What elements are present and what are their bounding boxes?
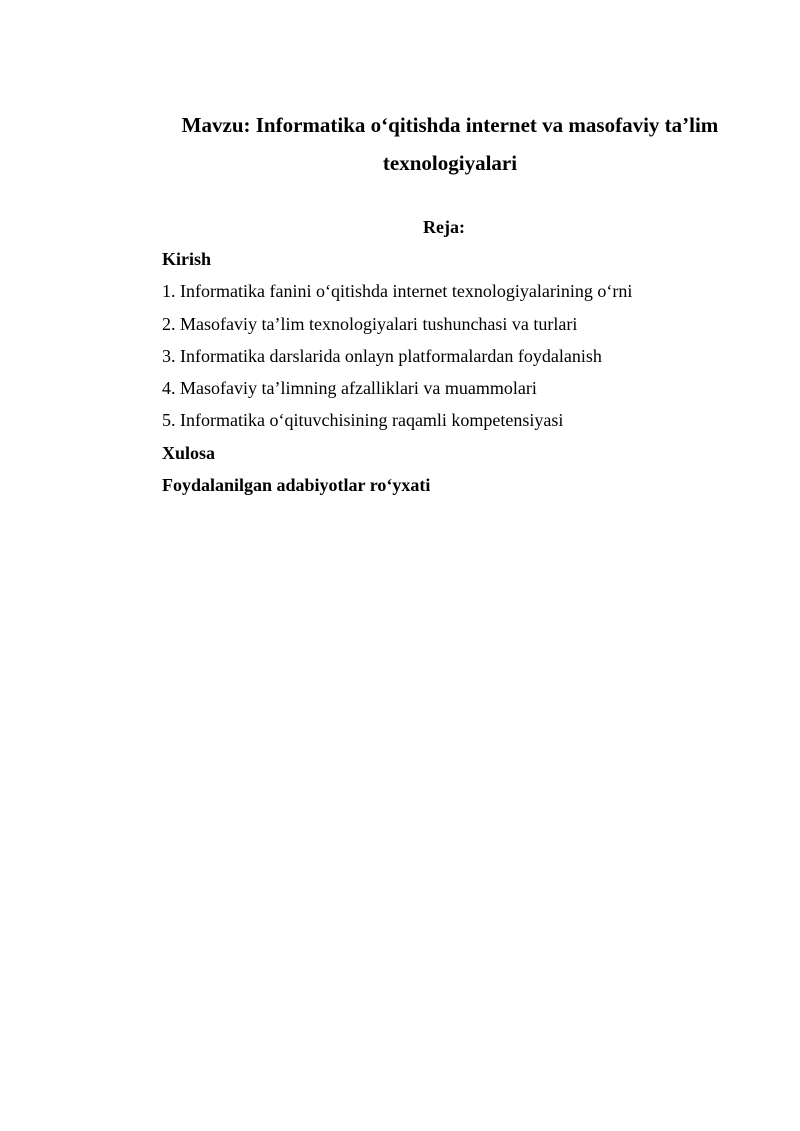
plan-item-references: Foydalanilgan adabiyotlar ro‘yxati (162, 475, 431, 496)
plan-item-2: 2. Masofaviy ta’lim texnologiyalari tushunchasi va turlari (162, 313, 578, 334)
document-title (160, 106, 740, 182)
plan-item-1: 1. Informatika fanini o‘qitishda internet texnologiyalarining o‘rni (162, 281, 633, 302)
plan-item-5: 5. Informatika o‘qituvchisining raqamli kompetensiyasi (162, 410, 564, 431)
plan-item-conclusion: Xulosa (162, 442, 216, 463)
plan-item-3: 3. Informatika darslarida onlayn platformalardan foydalanish (162, 345, 602, 366)
plan-list (162, 245, 742, 503)
plan-item-4: 4. Masofaviy ta’limning afzalliklari va muammolari (162, 378, 537, 399)
plan-heading: Reja: (423, 217, 465, 237)
title-line-2: texnologiyalari (382, 151, 518, 175)
plan-item-introduction: Kirish (162, 249, 212, 269)
title-line-1: Mavzu: Informatika o‘qitishda internet va masofaviy ta’lim (181, 113, 719, 137)
